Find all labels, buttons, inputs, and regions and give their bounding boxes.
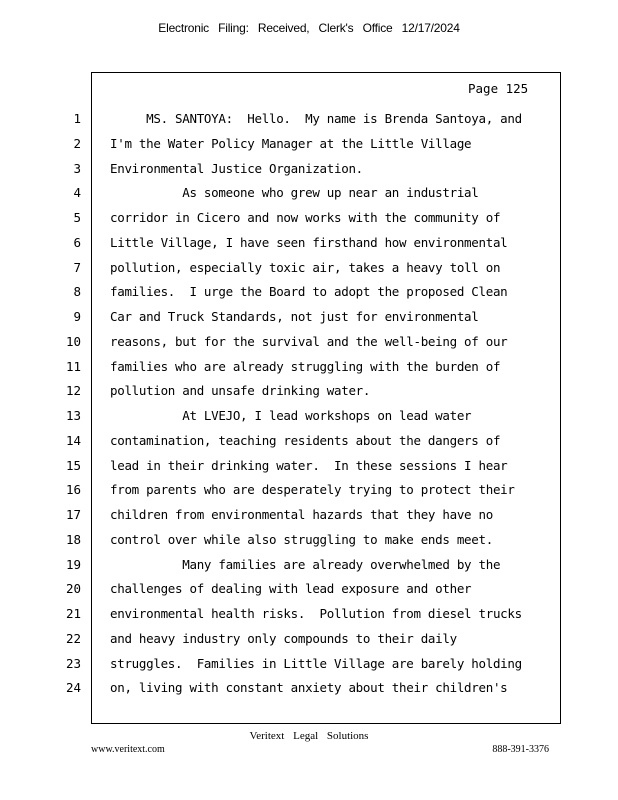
transcript-line: MS. SANTOYA: Hello. My name is Brenda Santoya, and bbox=[110, 111, 522, 126]
line-number: 2 bbox=[73, 135, 81, 151]
transcript-line: control over while also struggling to make ends meet. bbox=[110, 531, 493, 547]
line-number: 17 bbox=[65, 507, 81, 522]
transcript-line: families who are already struggling with the burden of bbox=[110, 358, 501, 374]
transcript-line: pollution and unsafe drinking water. bbox=[110, 383, 371, 399]
footer-vendor: Veritext Legal Solutions bbox=[249, 730, 369, 742]
footer-website: www.veritext.com bbox=[91, 744, 165, 755]
transcript-line: corridor in Cicero and now works with the community of bbox=[110, 210, 501, 225]
line-number: 15 bbox=[65, 457, 81, 473]
line-number: 8 bbox=[73, 284, 81, 300]
transcript-line: At LVEJO, I lead workshops on lead water bbox=[110, 408, 472, 423]
transcript-line: struggles. Families in Little Village are barely holding bbox=[110, 655, 522, 671]
line-number: 23 bbox=[65, 655, 81, 671]
footer-phone: 888-391-3376 bbox=[492, 744, 549, 755]
line-number: 22 bbox=[65, 630, 81, 646]
transcript-line: challenges of dealing with lead exposure and other bbox=[110, 581, 472, 597]
line-number: 18 bbox=[65, 531, 81, 547]
transcript-line: on, living with constant anxiety about their children's bbox=[110, 680, 508, 696]
transcript-line: and heavy industry only compounds to their daily bbox=[110, 630, 457, 646]
line-number: 12 bbox=[65, 383, 81, 399]
line-number: 9 bbox=[73, 309, 81, 324]
transcript-line: contamination, teaching residents about the dangers of bbox=[110, 432, 501, 448]
line-number: 1 bbox=[73, 111, 81, 126]
line-number: 6 bbox=[73, 234, 81, 250]
line-number: 11 bbox=[65, 358, 81, 374]
transcript-line: environmental health risks. Pollution from diesel trucks bbox=[110, 606, 522, 621]
line-number: 21 bbox=[65, 606, 81, 621]
page-number: Page 125 bbox=[468, 81, 529, 96]
transcript-line: lead in their drinking water. In these sessions I hear bbox=[110, 457, 508, 473]
line-number: 10 bbox=[65, 333, 81, 349]
line-number: 4 bbox=[73, 185, 81, 201]
transcript-line: children from environmental hazards that they have no bbox=[110, 507, 493, 522]
transcript-line: Car and Truck Standards, not just for environmental bbox=[110, 309, 479, 324]
line-number: 3 bbox=[73, 160, 81, 176]
transcript-line: Little Village, I have seen firsthand how environmental bbox=[110, 234, 508, 250]
line-number: 24 bbox=[65, 680, 81, 696]
filing-header: Electronic Filing: Received, Clerk's Office 12/17/2024 bbox=[158, 21, 460, 35]
transcript-line: families. I urge the Board to adopt the proposed Clean bbox=[110, 284, 508, 300]
line-number: 13 bbox=[65, 408, 81, 423]
transcript-line: from parents who are desperately trying to protect their bbox=[110, 482, 515, 498]
line-number: 16 bbox=[65, 482, 81, 498]
transcript-line: reasons, but for the survival and the well-being of our bbox=[110, 333, 508, 349]
line-number: 7 bbox=[73, 259, 81, 275]
transcript-line: I'm the Water Policy Manager at the Little Village bbox=[110, 135, 472, 151]
transcript-line: As someone who grew up near an industrial bbox=[110, 185, 479, 201]
line-number: 20 bbox=[65, 581, 81, 597]
line-number: 19 bbox=[65, 556, 81, 572]
line-number: 5 bbox=[73, 210, 81, 225]
transcript-line: Environmental Justice Organization. bbox=[110, 160, 363, 176]
transcript-line: pollution, especially toxic air, takes a heavy toll on bbox=[110, 259, 501, 275]
transcript-line: Many families are already overwhelmed by the bbox=[110, 556, 501, 572]
line-number: 14 bbox=[65, 432, 81, 448]
